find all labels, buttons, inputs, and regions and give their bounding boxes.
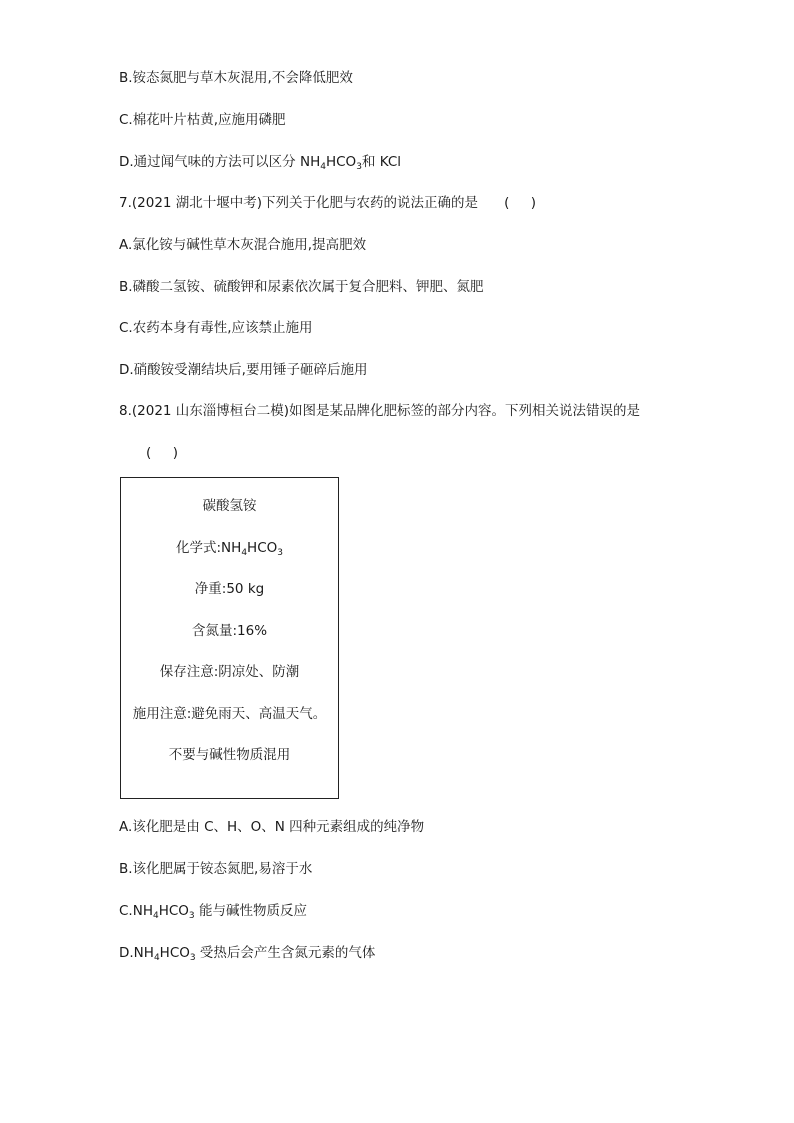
label-warning: 不要与碱性物质混用 <box>168 747 291 763</box>
q8-option-c <box>119 901 307 921</box>
q8-option-d-text: 受热后会产生含氮元素的气体 <box>195 945 376 961</box>
q6-option-d-text: 和 KCl <box>361 154 402 170</box>
label-formula <box>121 538 338 558</box>
label-product-name: 碳酸氢铵 <box>202 498 257 514</box>
q8-option-c-text: 能与碱性物质反应 <box>194 903 307 919</box>
label-formula-text: 化学式:NH <box>176 540 242 556</box>
label-nitrogen-content: 含氮量:16% <box>191 623 268 639</box>
q6-option-d <box>119 152 401 172</box>
q8-option-c-text: HCO <box>158 903 189 919</box>
q7-stem-text: 7.(2021 湖北十堰中考)下列关于化肥与农药的说法正确的是 <box>119 195 479 211</box>
q8-option-d-text: HCO <box>159 945 190 961</box>
q7-option-c: C.农药本身有毒性,应该禁止施用 <box>119 320 313 336</box>
subscript: 4 <box>241 548 248 558</box>
subscript: 4 <box>320 162 326 172</box>
q6-option-d-text: D.通过闻气味的方法可以区分 NH <box>119 154 321 170</box>
q7-answer-blank: ( ) <box>504 195 537 211</box>
q8-stem: 8.(2021 山东淄博桓台二模)如图是某品牌化肥标签的部分内容。下列相关说法错误的是 <box>119 403 641 419</box>
q8-option-d-text: D.NH <box>119 945 154 961</box>
subscript: 3 <box>189 953 196 963</box>
q6-option-c: C.棉花叶片枯黄,应施用磷肥 <box>119 112 286 128</box>
label-net-weight: 净重:50 kg <box>194 581 265 597</box>
q8-option-c-text: C.NH <box>119 903 153 919</box>
q7-option-a: A.氯化铵与碱性草木灰混合施用,提高肥效 <box>119 237 367 253</box>
subscript: 3 <box>356 162 362 172</box>
label-formula-text: HCO <box>247 540 278 556</box>
subscript: 4 <box>153 953 160 963</box>
q6-option-d-text: HCO <box>325 154 357 170</box>
subscript: 4 <box>152 911 159 921</box>
subscript: 3 <box>277 548 283 558</box>
q7-stem <box>119 193 536 213</box>
q7-option-b: B.磷酸二氢铵、硫酸钾和尿素依次属于复合肥料、钾肥、氮肥 <box>119 279 484 295</box>
q8-answer-blank: ( ) <box>146 445 178 461</box>
q7-option-d: D.硝酸铵受潮结块后,要用锤子砸碎后施用 <box>119 362 368 378</box>
q8-option-a: A.该化肥是由 C、H、O、N 四种元素组成的纯净物 <box>119 819 425 835</box>
q8-option-b: B.该化肥属于铵态氮肥,易溶于水 <box>119 861 313 877</box>
label-storage-note: 保存注意:阴凉处、防潮 <box>159 664 300 680</box>
label-usage-note: 施用注意:避免雨天、高温天气。 <box>132 706 327 722</box>
q8-option-d <box>119 943 375 963</box>
fertilizer-label-box <box>120 477 339 799</box>
q6-option-b: B.铵态氮肥与草木灰混用,不会降低肥效 <box>119 70 353 86</box>
subscript: 3 <box>188 911 195 921</box>
